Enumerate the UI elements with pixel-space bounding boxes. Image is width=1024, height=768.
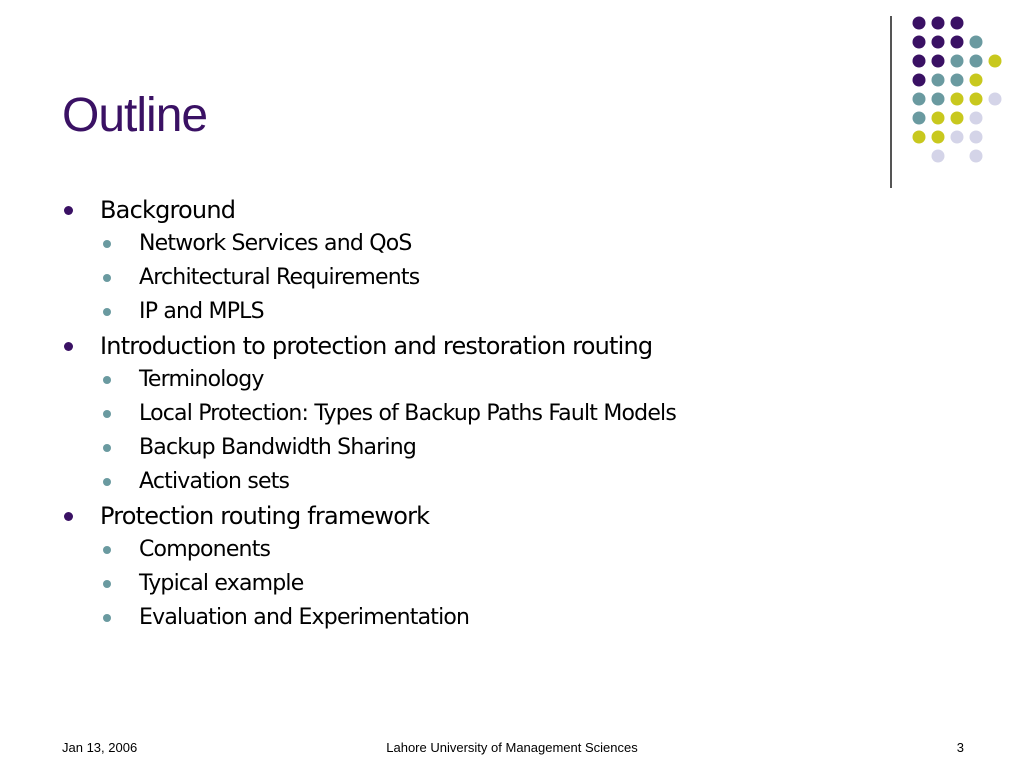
- sub-item-label: Typical example: [139, 571, 304, 596]
- outline-list: [62, 193, 676, 635]
- dot: [970, 74, 983, 87]
- sub-bullet-icon: [103, 580, 111, 588]
- dot: [970, 150, 983, 163]
- sub-item: [100, 227, 676, 261]
- sub-item: [100, 533, 676, 567]
- sub-item-label: Components: [139, 537, 271, 562]
- sub-bullet-icon: [103, 308, 111, 316]
- dot: [970, 131, 983, 144]
- dot: [970, 36, 983, 49]
- sub-item-label: Activation sets: [139, 469, 290, 494]
- sub-list: [100, 363, 676, 499]
- sub-item: [100, 465, 676, 499]
- sub-item: [100, 363, 676, 397]
- sub-item-label: Network Services and QoS: [139, 231, 412, 256]
- dot: [932, 36, 945, 49]
- sub-item: [100, 567, 676, 601]
- bullet-icon: [64, 512, 73, 521]
- dot: [913, 17, 926, 30]
- dot: [970, 93, 983, 106]
- title-divider-line: [890, 16, 892, 188]
- dot: [970, 112, 983, 125]
- dot: [951, 93, 964, 106]
- dot: [932, 17, 945, 30]
- sub-item-label: IP and MPLS: [139, 299, 264, 324]
- dot: [913, 74, 926, 87]
- dot: [913, 93, 926, 106]
- sub-bullet-icon: [103, 478, 111, 486]
- sub-item: [100, 261, 676, 295]
- sub-list: [100, 227, 676, 329]
- sub-item: [100, 397, 676, 431]
- sub-item: [100, 431, 676, 465]
- dot: [932, 93, 945, 106]
- sub-list: [100, 533, 676, 635]
- footer-organization: Lahore University of Management Sciences: [386, 740, 638, 755]
- outline-item-label: Background: [100, 196, 236, 224]
- sub-item-label: Terminology: [139, 367, 264, 392]
- bullet-icon: [64, 206, 73, 215]
- dot: [932, 74, 945, 87]
- sub-bullet-icon: [103, 376, 111, 384]
- dot: [951, 74, 964, 87]
- dot: [951, 36, 964, 49]
- sub-bullet-icon: [103, 444, 111, 452]
- sub-item-label: Architectural Requirements: [139, 265, 420, 290]
- dot: [951, 55, 964, 68]
- sub-item: [100, 601, 676, 635]
- dot: [951, 131, 964, 144]
- dot: [932, 131, 945, 144]
- sub-bullet-icon: [103, 546, 111, 554]
- dot: [970, 55, 983, 68]
- outline-item: [62, 193, 676, 329]
- dot: [932, 150, 945, 163]
- footer-date: Jan 13, 2006: [62, 740, 138, 755]
- dot: [913, 36, 926, 49]
- dot: [951, 17, 964, 30]
- outline-item: [62, 329, 676, 499]
- dot: [989, 93, 1002, 106]
- dot: [932, 112, 945, 125]
- outline-item: [62, 499, 676, 635]
- sub-bullet-icon: [103, 410, 111, 418]
- outline-item-label: Introduction to protection and restoration routing: [100, 332, 653, 360]
- sub-item: [100, 295, 676, 329]
- outline-item-label: Protection routing framework: [100, 502, 430, 530]
- footer-page-number: 3: [956, 740, 964, 755]
- sub-bullet-icon: [103, 240, 111, 248]
- sub-item-label: Local Protection: Types of Backup Paths Fault Models: [139, 401, 677, 426]
- sub-bullet-icon: [103, 274, 111, 282]
- dot: [913, 55, 926, 68]
- dot: [951, 112, 964, 125]
- dot: [913, 131, 926, 144]
- sub-bullet-icon: [103, 614, 111, 622]
- bullet-icon: [64, 342, 73, 351]
- sub-item-label: Backup Bandwidth Sharing: [139, 435, 417, 460]
- sub-item-label: Evaluation and Experimentation: [139, 605, 470, 630]
- dot: [913, 112, 926, 125]
- slide-title: Outline: [62, 89, 208, 142]
- dot: [932, 55, 945, 68]
- dot: [989, 55, 1002, 68]
